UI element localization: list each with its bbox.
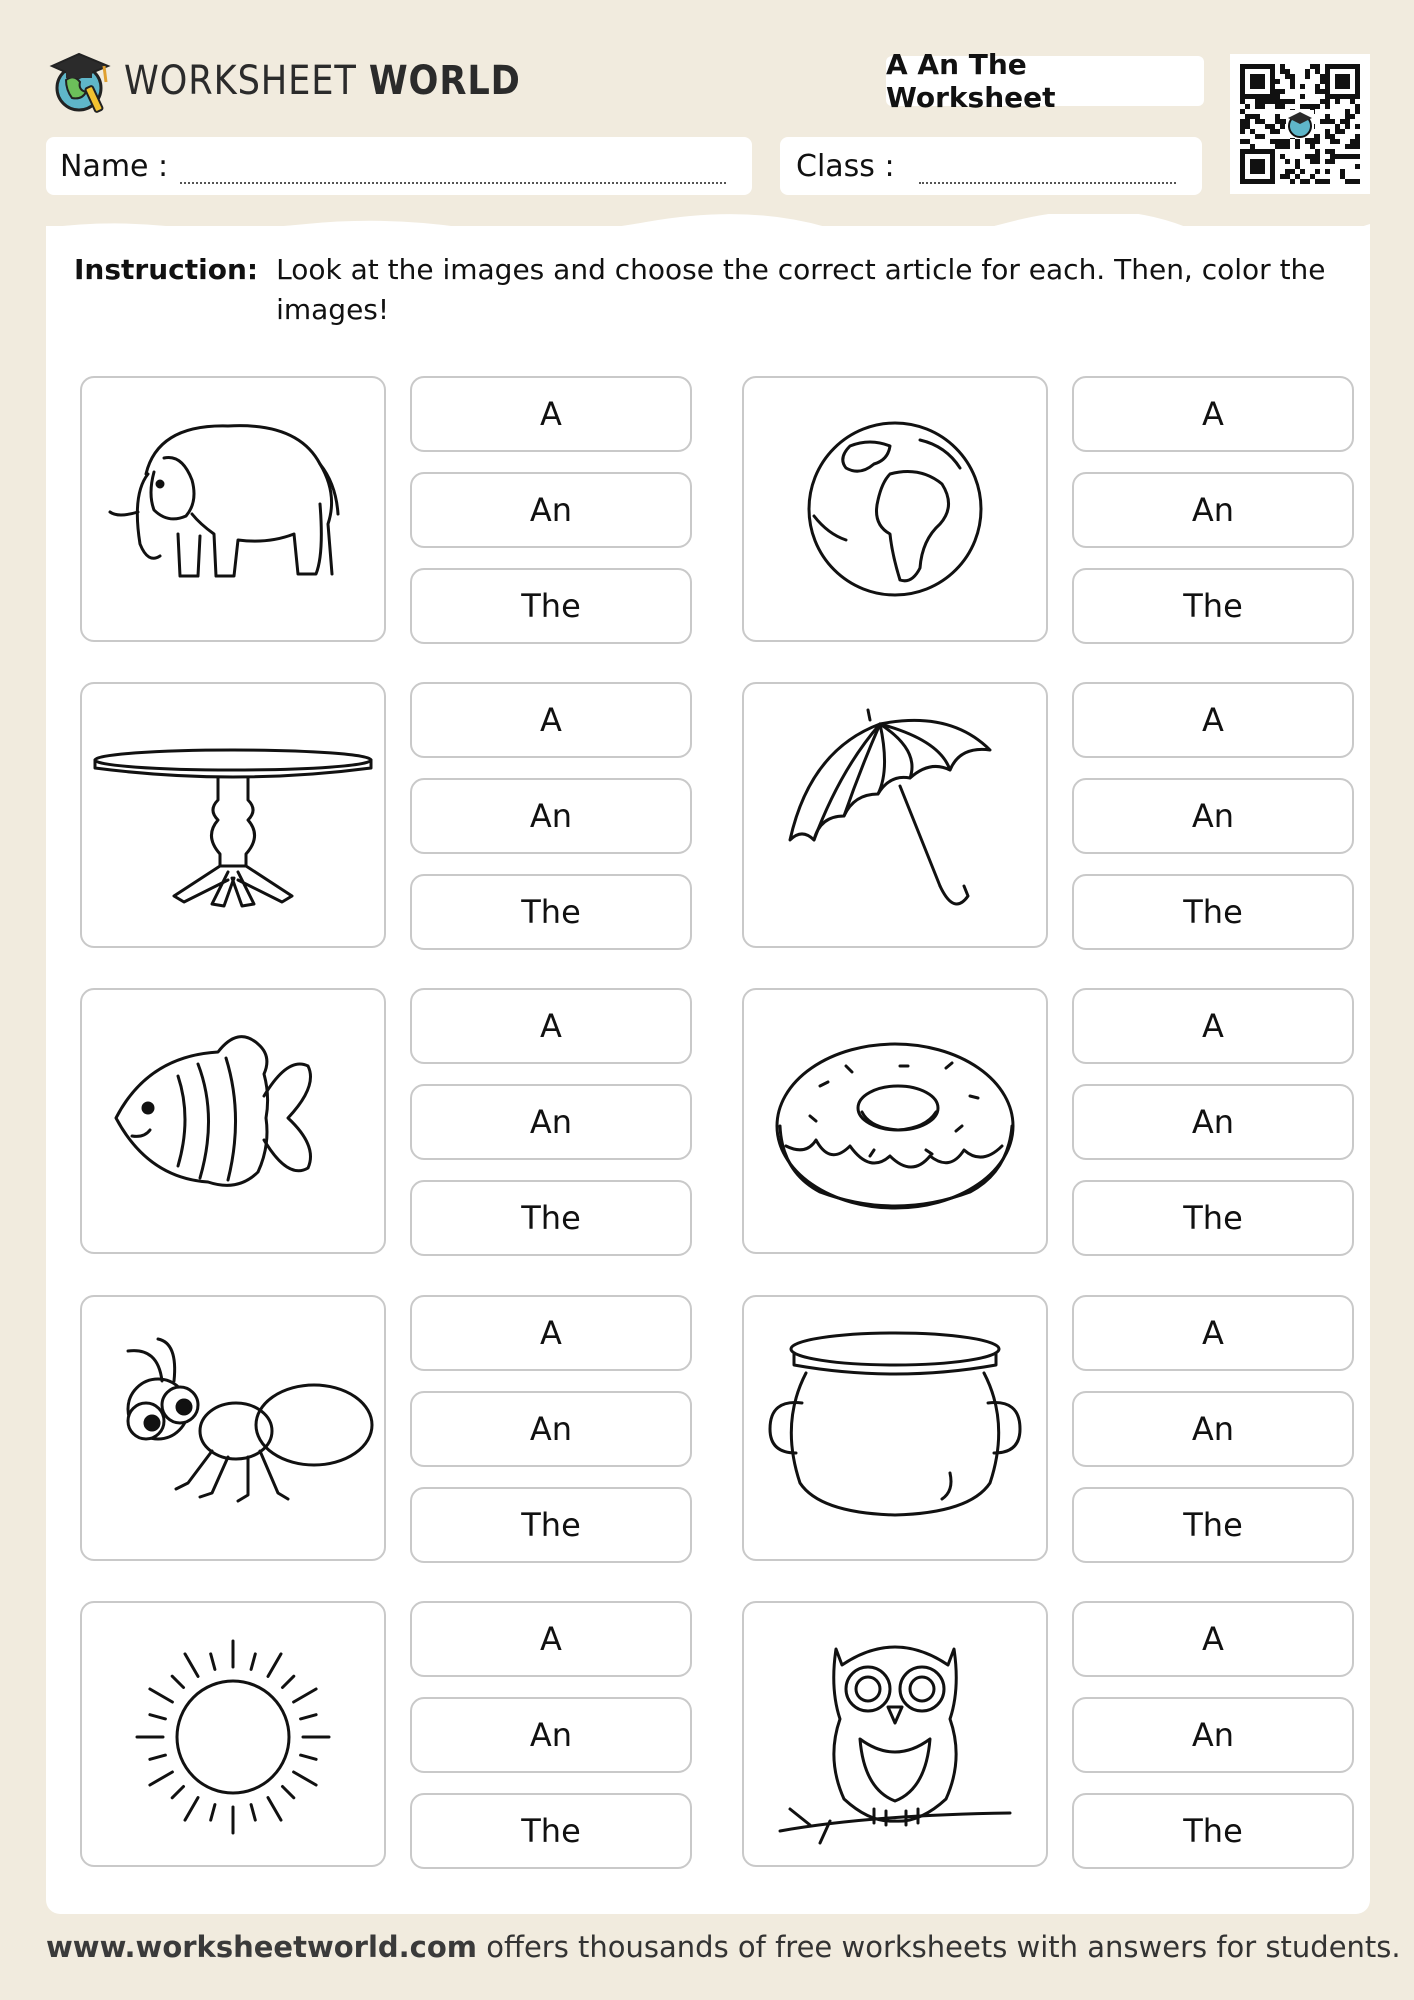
image-box-table (80, 682, 386, 948)
option-an-button[interactable]: An (1072, 778, 1354, 854)
header (0, 0, 1414, 230)
ant-icon (88, 1303, 378, 1553)
option-an-button[interactable]: An (410, 1391, 692, 1467)
footer (46, 1930, 1401, 1964)
option-a-button[interactable]: A (1072, 1601, 1354, 1677)
option-a-button[interactable]: A (410, 376, 692, 452)
worksheet-title: A An The Worksheet (886, 56, 1204, 106)
image-box-earth (742, 376, 1048, 642)
logo-globe-icon (46, 46, 116, 116)
logo-text-light: WORKSHEET (124, 58, 357, 104)
name-line[interactable] (180, 166, 726, 184)
option-an-button[interactable]: An (410, 778, 692, 854)
name-label: Name : (60, 148, 169, 184)
option-a-button[interactable]: A (1072, 682, 1354, 758)
brush-edge (46, 214, 1370, 240)
pot-icon (750, 1303, 1040, 1553)
sun-icon (88, 1609, 378, 1859)
image-box-pot (742, 1295, 1048, 1561)
option-a-button[interactable]: A (1072, 1295, 1354, 1371)
logo (46, 46, 575, 116)
image-box-elephant (80, 376, 386, 642)
option-an-button[interactable]: An (1072, 1391, 1354, 1467)
option-a-button[interactable]: A (1072, 988, 1354, 1064)
donut-icon (750, 996, 1040, 1246)
option-an-button[interactable]: An (1072, 472, 1354, 548)
elephant-icon (88, 384, 378, 634)
option-an-button[interactable]: An (410, 472, 692, 548)
option-the-button[interactable]: The (1072, 1180, 1354, 1256)
owl-icon (750, 1609, 1040, 1859)
image-box-ant (80, 1295, 386, 1561)
option-the-button[interactable]: The (1072, 1793, 1354, 1869)
option-an-button[interactable]: An (410, 1084, 692, 1160)
instruction-label: Instruction: (74, 253, 259, 286)
option-a-button[interactable]: A (410, 1601, 692, 1677)
option-an-button[interactable]: An (1072, 1084, 1354, 1160)
option-the-button[interactable]: The (1072, 1487, 1354, 1563)
class-field[interactable] (780, 137, 1202, 195)
option-the-button[interactable]: The (410, 1487, 692, 1563)
option-the-button[interactable]: The (1072, 874, 1354, 950)
qr-code-icon (1230, 54, 1370, 194)
option-a-button[interactable]: A (410, 988, 692, 1064)
class-label: Class : (796, 148, 895, 184)
image-box-donut (742, 988, 1048, 1254)
fish-icon (88, 996, 378, 1246)
option-the-button[interactable]: The (410, 1180, 692, 1256)
name-field[interactable] (46, 137, 752, 195)
table-icon (88, 690, 378, 940)
class-line[interactable] (919, 166, 1176, 184)
image-box-sun (80, 1601, 386, 1867)
logo-text-bold: WORLD (368, 58, 521, 104)
logo-text (124, 58, 521, 104)
option-the-button[interactable]: The (410, 874, 692, 950)
footer-text: offers thousands of free worksheets with answers for students. (477, 1930, 1401, 1964)
option-a-button[interactable]: A (410, 682, 692, 758)
option-an-button[interactable]: An (410, 1697, 692, 1773)
option-the-button[interactable]: The (410, 568, 692, 644)
image-box-owl (742, 1601, 1048, 1867)
instruction-text: Look at the images and choose the correct article for each. Then, color the images! (276, 253, 1326, 326)
qr-code (1230, 54, 1370, 194)
earth-icon (750, 384, 1040, 634)
image-box-fish (80, 988, 386, 1254)
footer-site[interactable]: www.worksheetworld.com (46, 1930, 478, 1964)
option-the-button[interactable]: The (1072, 568, 1354, 644)
option-a-button[interactable]: A (410, 1295, 692, 1371)
option-a-button[interactable]: A (1072, 376, 1354, 452)
option-the-button[interactable]: The (410, 1793, 692, 1869)
image-box-umbrella (742, 682, 1048, 948)
option-an-button[interactable]: An (1072, 1697, 1354, 1773)
umbrella-icon (750, 690, 1040, 940)
instruction (74, 250, 1334, 330)
